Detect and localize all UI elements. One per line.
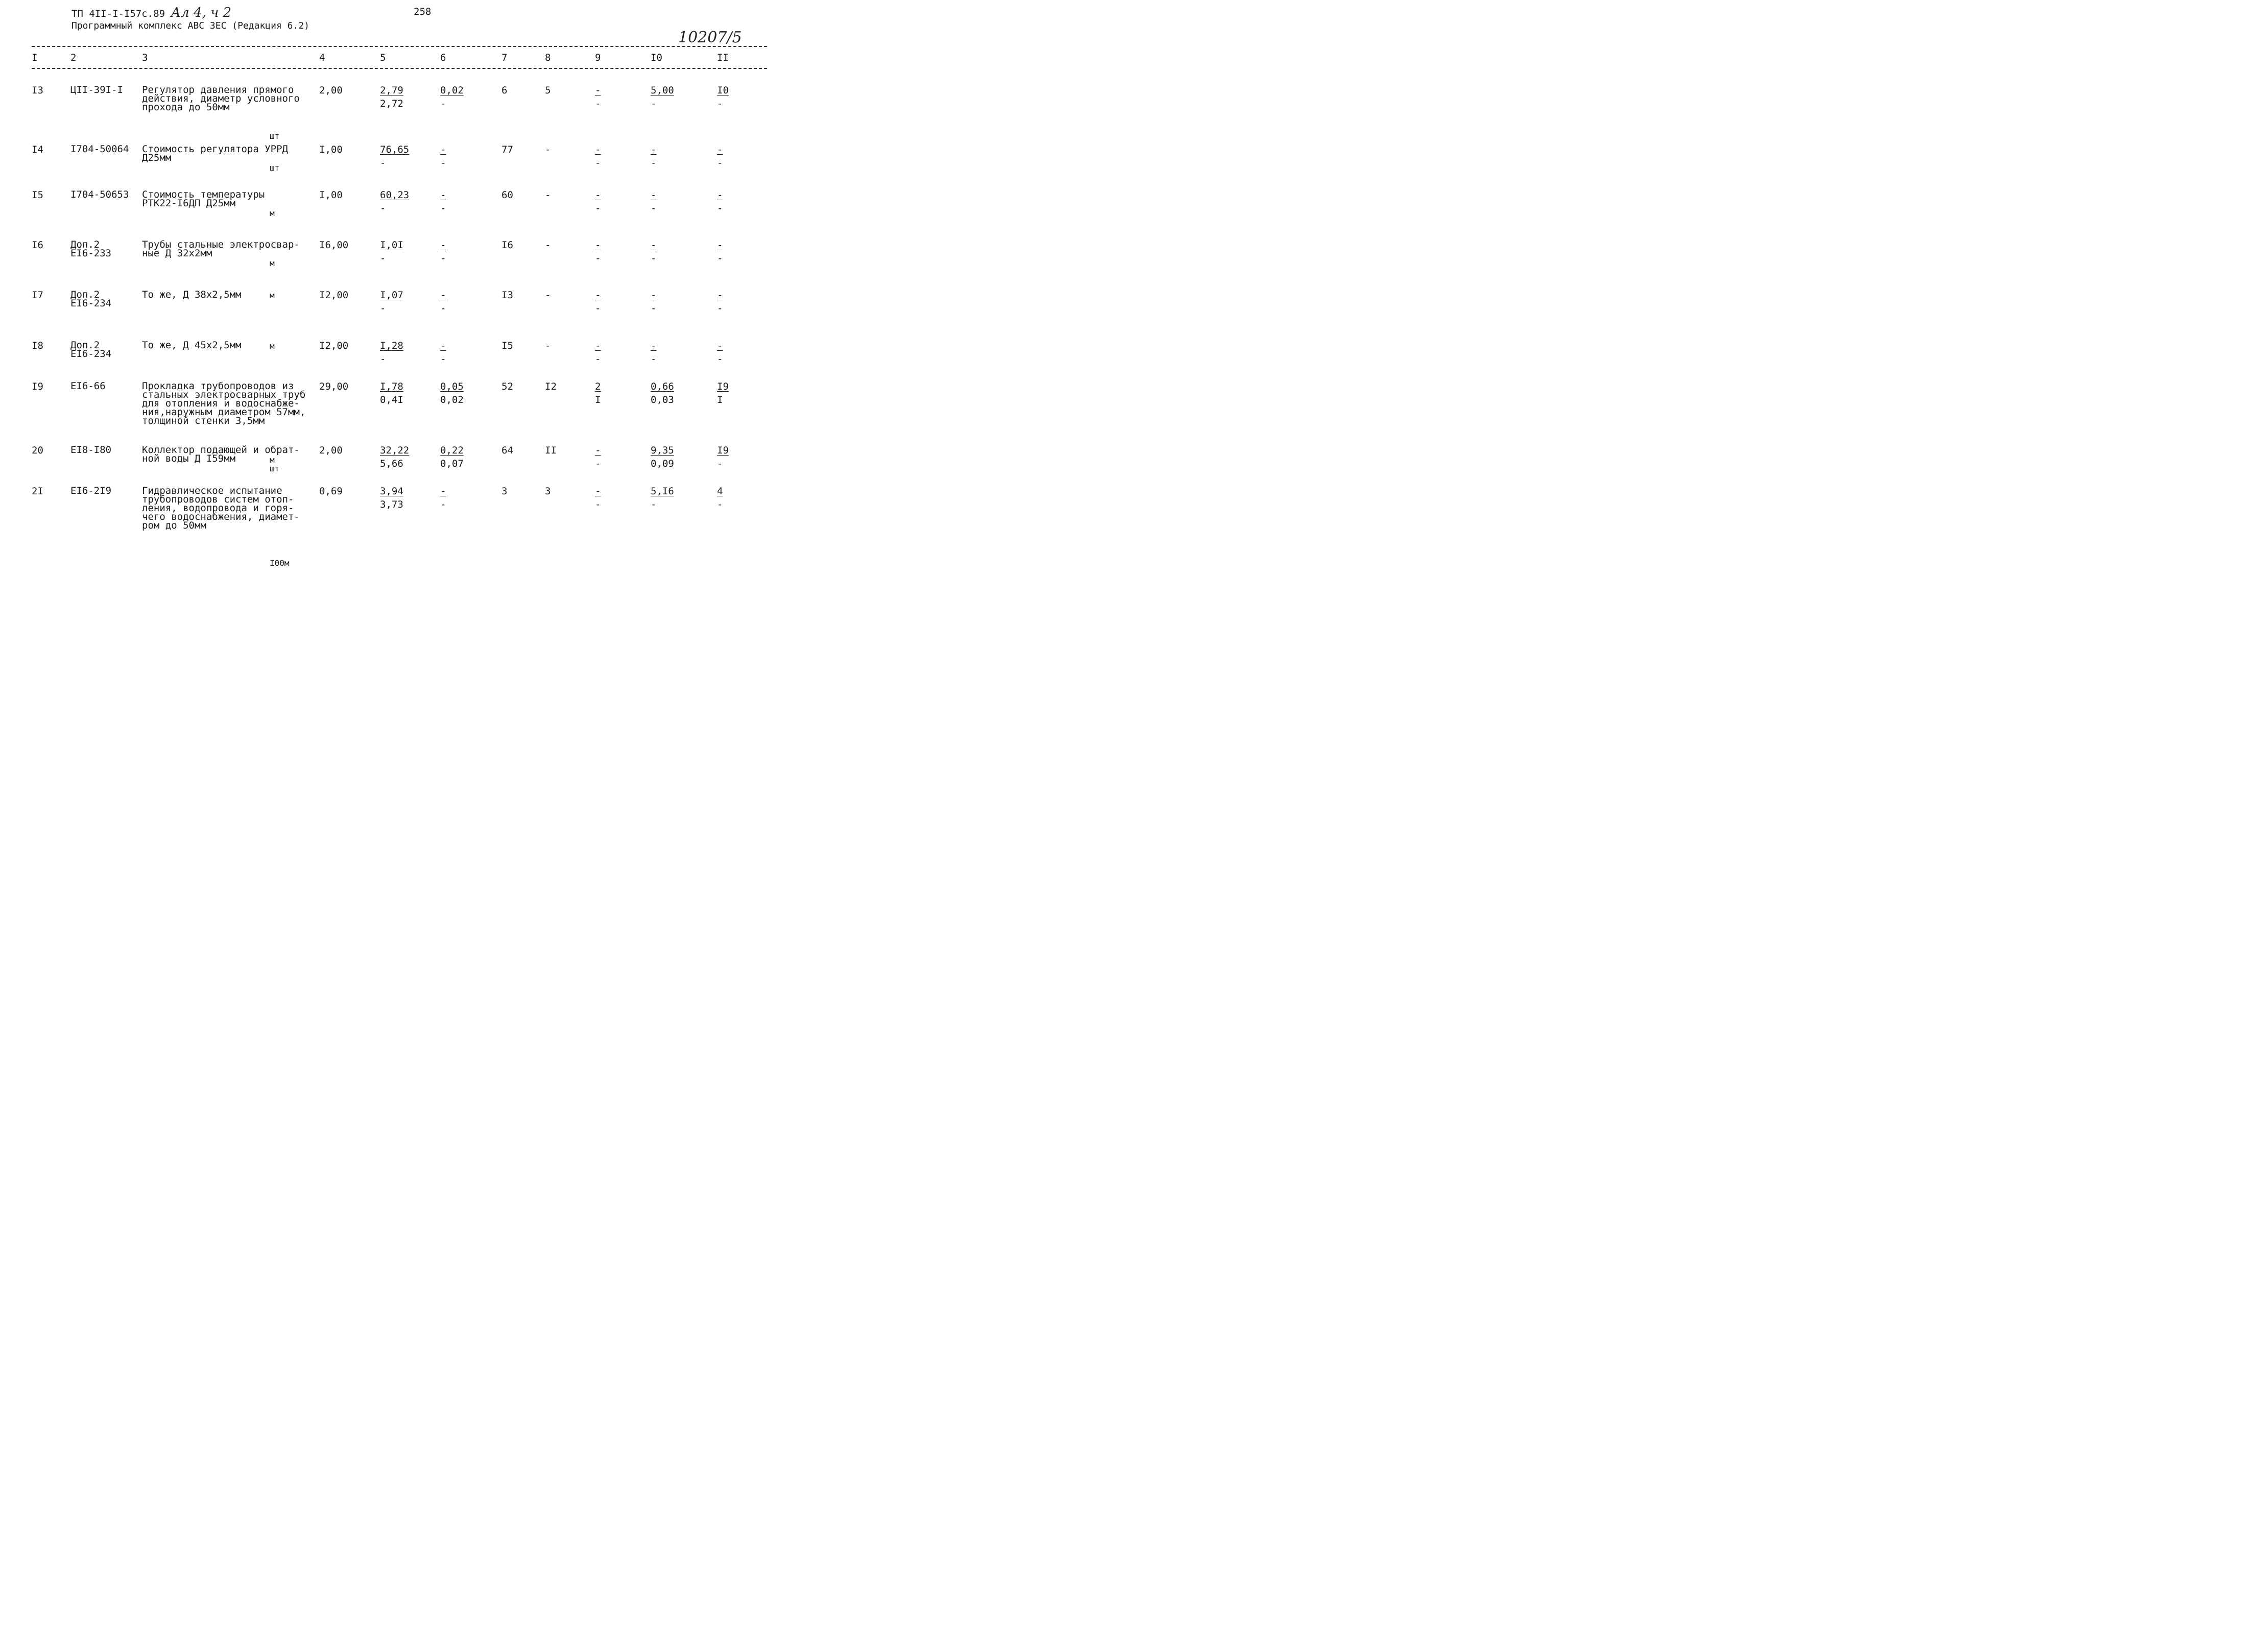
unit-of-measure: м [270,341,275,351]
column-number: 5 [380,52,386,63]
col11-value [717,188,723,215]
col9-value-numerator: - [595,240,601,251]
col9-value-denominator: - [595,458,601,469]
col6-value-denominator: - [440,353,446,365]
col10-value-denominator: - [651,98,657,109]
col6-value-denominator: - [440,499,446,510]
rate-code: I704-50653 [70,189,129,200]
col6-value-numerator: 0,02 [440,85,464,96]
col9-value [595,380,601,406]
col10-value-numerator: 9,35 [651,445,674,456]
rate-code: ЦII-39I-I [70,84,123,95]
col10-value-denominator: 0,03 [651,394,674,405]
unit-of-measure: I00м [270,558,290,568]
col11-value-denominator: - [717,499,723,510]
col11-value-numerator: - [717,189,723,201]
col9-value-numerator: - [595,144,601,155]
column-number: 7 [502,52,508,63]
work-description: Трубы стальные электросвар- ные Д 32х2мм [142,239,300,259]
col11-value-denominator: - [717,98,723,109]
col9-value-numerator: - [595,445,601,456]
col11-value-denominator: I [717,394,723,405]
col9-value-numerator: - [595,290,601,301]
col5-value [380,485,403,511]
col6-value-denominator: 0,02 [440,394,464,405]
col10-value-numerator: 5,I6 [651,486,674,497]
col9-value-numerator: - [595,486,601,497]
quantity: I,00 [319,144,343,155]
col6-value-denominator: - [440,253,446,264]
col10-value [651,485,674,511]
col5-value-numerator: I,28 [380,340,403,351]
work-description: То же, Д 45х2,5мм [142,340,242,351]
doc-code-text: ТП 4II-I-I57с.89 [71,8,165,19]
unit-of-measure: шт [270,464,280,473]
col9-value [595,289,601,315]
col5-value-denominator: 0,4I [380,394,403,405]
document-code [71,5,231,20]
col6-value-numerator: - [440,144,446,155]
col10-value-numerator: - [651,290,657,301]
col5-value-numerator: 60,23 [380,189,410,201]
col9-value-numerator: - [595,85,601,96]
quantity: I6,00 [319,240,349,251]
col7-value: 64 [502,445,513,456]
col6-value [440,238,446,265]
col5-value-denominator: - [380,303,386,314]
col5-value-numerator: 32,22 [380,445,410,456]
col11-value-numerator: - [717,340,723,351]
rate-code: I704-50064 [70,144,129,155]
col9-value [595,143,601,170]
row-number: 2I [32,486,43,497]
col8-value: - [545,144,551,155]
col9-value [595,339,601,366]
work-description: Стоимость регулятора УРРД Д25мм [142,144,288,163]
unit-of-measure: м [270,208,275,218]
quantity: 0,69 [319,486,343,497]
col9-value-denominator: - [595,499,601,510]
col9-value-numerator: 2 [595,381,601,392]
col6-value-numerator: 0,05 [440,381,464,392]
col7-value: 6 [502,85,508,96]
col6-value-numerator: - [440,486,446,497]
work-description: То же, Д 38х2,5мм [142,289,242,300]
col10-value-denominator: - [651,353,657,365]
col8-value: 3 [545,486,551,497]
col9-value [595,485,601,511]
col10-value-numerator: - [651,144,657,155]
col11-value [717,339,723,366]
col5-value-denominator: - [380,353,386,365]
rate-code: ЕI6-2I9 [70,485,112,496]
col10-value-numerator: 5,00 [651,85,674,96]
col5-value-numerator: 3,94 [380,486,403,497]
col5-value-denominator: - [380,203,386,214]
col9-value-denominator: - [595,353,601,365]
col11-value [717,238,723,265]
col9-value-denominator: - [595,253,601,264]
col11-value-denominator: - [717,303,723,314]
rate-code: Доп.2 ЕI6-234 [70,289,112,309]
col6-value [440,84,464,110]
col5-value-numerator: 76,65 [380,144,410,155]
col10-value [651,380,674,406]
col6-value-denominator: - [440,157,446,169]
col6-value [440,339,446,366]
col10-value-denominator: - [651,157,657,169]
col5-value [380,289,403,315]
col10-value-denominator: - [651,303,657,314]
row-number: I3 [32,85,43,96]
rate-code: ЕI6-66 [70,380,106,392]
col5-value-numerator: I,78 [380,381,403,392]
col11-value-numerator: - [717,240,723,251]
row-number: I6 [32,240,43,251]
rate-code: ЕI8-I80 [70,444,112,456]
col11-value-numerator: - [717,144,723,155]
row-number: I8 [32,340,43,351]
row-number: 20 [32,445,43,456]
col10-value [651,238,656,265]
col8-value: - [545,290,551,301]
row-number: I5 [32,189,43,201]
col11-value-denominator: - [717,253,723,264]
col11-value-numerator: - [717,290,723,301]
col11-value [717,289,723,315]
col6-value-numerator: - [440,240,446,251]
col11-value [717,84,729,110]
column-number: 2 [70,52,77,63]
col11-value-numerator: I9 [717,445,729,456]
col8-value: - [545,240,551,251]
column-number: II [717,52,729,63]
col7-value: 3 [502,486,508,497]
col6-value [440,289,446,315]
col9-value [595,444,601,470]
col8-value: - [545,340,551,351]
col5-value-denominator: 2,72 [380,98,403,109]
col11-value-denominator: - [717,157,723,169]
col6-value-numerator: 0,22 [440,445,464,456]
col7-value: 60 [502,189,513,201]
col6-value-numerator: - [440,340,446,351]
col11-value-denominator: - [717,353,723,365]
col8-value: I2 [545,381,557,392]
col11-value-numerator: I0 [717,85,729,96]
col10-value [651,339,656,366]
col5-value-numerator: 2,79 [380,85,403,96]
row-number: I7 [32,290,43,301]
col11-value-numerator: I9 [717,381,729,392]
col10-value [651,143,656,170]
col11-value-denominator: - [717,203,723,214]
col8-value: - [545,189,551,201]
row-number: I9 [32,381,43,392]
col5-value-numerator: I,0I [380,240,403,251]
column-number: 4 [319,52,325,63]
unit-of-measure: шт [270,131,280,141]
col11-value [717,143,723,170]
col6-value [440,380,464,406]
col7-value: I3 [502,290,513,301]
col7-value: 52 [502,381,513,392]
row-number: I4 [32,144,43,155]
col6-value-numerator: - [440,189,446,201]
handwritten-note: Ал 4, ч 2 [171,5,232,20]
rate-code: Доп.2 ЕI6-233 [70,239,112,259]
quantity: 29,00 [319,381,349,392]
quantity: 2,00 [319,445,343,456]
col5-value [380,84,403,110]
unit-of-measure: м [270,455,275,465]
col9-value-denominator: - [595,98,601,109]
col9-value-denominator: - [595,157,601,169]
col9-value-numerator: - [595,340,601,351]
col11-value-numerator: 4 [717,486,723,497]
col5-value-denominator: - [380,157,386,169]
quantity: 2,00 [319,85,343,96]
col10-value-denominator: - [651,203,657,214]
col6-value [440,444,464,470]
col5-value [380,380,403,406]
col6-value-denominator: - [440,303,446,314]
col6-value-denominator: - [440,98,446,109]
col6-value [440,485,446,511]
col6-value [440,188,446,215]
column-number: I [32,52,38,63]
col10-value [651,289,656,315]
col8-value: II [545,445,557,456]
col7-value: I5 [502,340,513,351]
program-title: Программный комплекс АВС 3ЕС (Редакция 6.2) [71,20,309,31]
col7-value: I6 [502,240,513,251]
header-rule-top [32,46,767,47]
col11-value-denominator: - [717,458,723,469]
col7-value: 77 [502,144,513,155]
col10-value [651,444,674,470]
column-number: 3 [142,52,148,63]
column-number: 9 [595,52,601,63]
col9-value [595,238,601,265]
col10-value [651,188,656,215]
col9-value-denominator: - [595,303,601,314]
quantity: I2,00 [319,290,349,301]
col5-value [380,143,409,170]
quantity: I2,00 [319,340,349,351]
col6-value [440,143,446,170]
col5-value-denominator: 5,66 [380,458,403,469]
column-number: I0 [651,52,662,63]
work-description: Прокладка трубопроводов из стальных электросварных труб для отопления и водоснабже- ния,наружным диаметром 57мм, толщиной стенки 3,5мм [142,380,306,426]
col9-value [595,84,601,110]
handwritten-sheet-number: 10207/5 [678,29,742,46]
col5-value-numerator: I,07 [380,290,403,301]
col8-value: 5 [545,85,551,96]
quantity: I,00 [319,189,343,201]
col10-value-numerator: - [651,189,657,201]
col10-value-denominator: - [651,253,657,264]
col5-value [380,444,409,470]
col6-value-denominator: - [440,203,446,214]
col10-value-denominator: - [651,499,657,510]
unit-of-measure: м [270,258,275,268]
page-number: 258 [414,6,432,17]
col9-value-denominator: I [595,394,601,405]
col5-value [380,188,409,215]
col11-value [717,444,729,470]
col10-value-numerator: - [651,240,657,251]
col9-value-numerator: - [595,189,601,201]
work-description: Коллектор подающей и обрат- ной воды Д I59мм [142,444,300,464]
col5-value [380,339,403,366]
unit-of-measure: м [270,291,275,300]
work-description: Регулятор давления прямого действия, диаметр условного прохода до 50мм [142,84,300,113]
work-description: Гидравлическое испытание трубопроводов систем отоп- ления, водопровода и горя- чего водоснабжения, диамет- ром до 50мм [142,485,300,531]
col9-value-denominator: - [595,203,601,214]
col11-value [717,380,729,406]
header-rule-bottom [32,68,767,69]
rate-code: Доп.2 ЕI6-234 [70,340,112,360]
column-number: 8 [545,52,551,63]
col10-value-numerator: - [651,340,657,351]
col10-value [651,84,674,110]
work-description: Стоимость температуры РТК22-I6ДП Д25мм [142,189,265,209]
col11-value [717,485,723,511]
col5-value-denominator: 3,73 [380,499,403,510]
col5-value [380,238,403,265]
col6-value-denominator: 0,07 [440,458,464,469]
col10-value-denominator: 0,09 [651,458,674,469]
unit-of-measure: шт [270,163,280,173]
col10-value-numerator: 0,66 [651,381,674,392]
column-number: 6 [440,52,446,63]
col9-value [595,188,601,215]
col6-value-numerator: - [440,290,446,301]
col5-value-denominator: - [380,253,386,264]
